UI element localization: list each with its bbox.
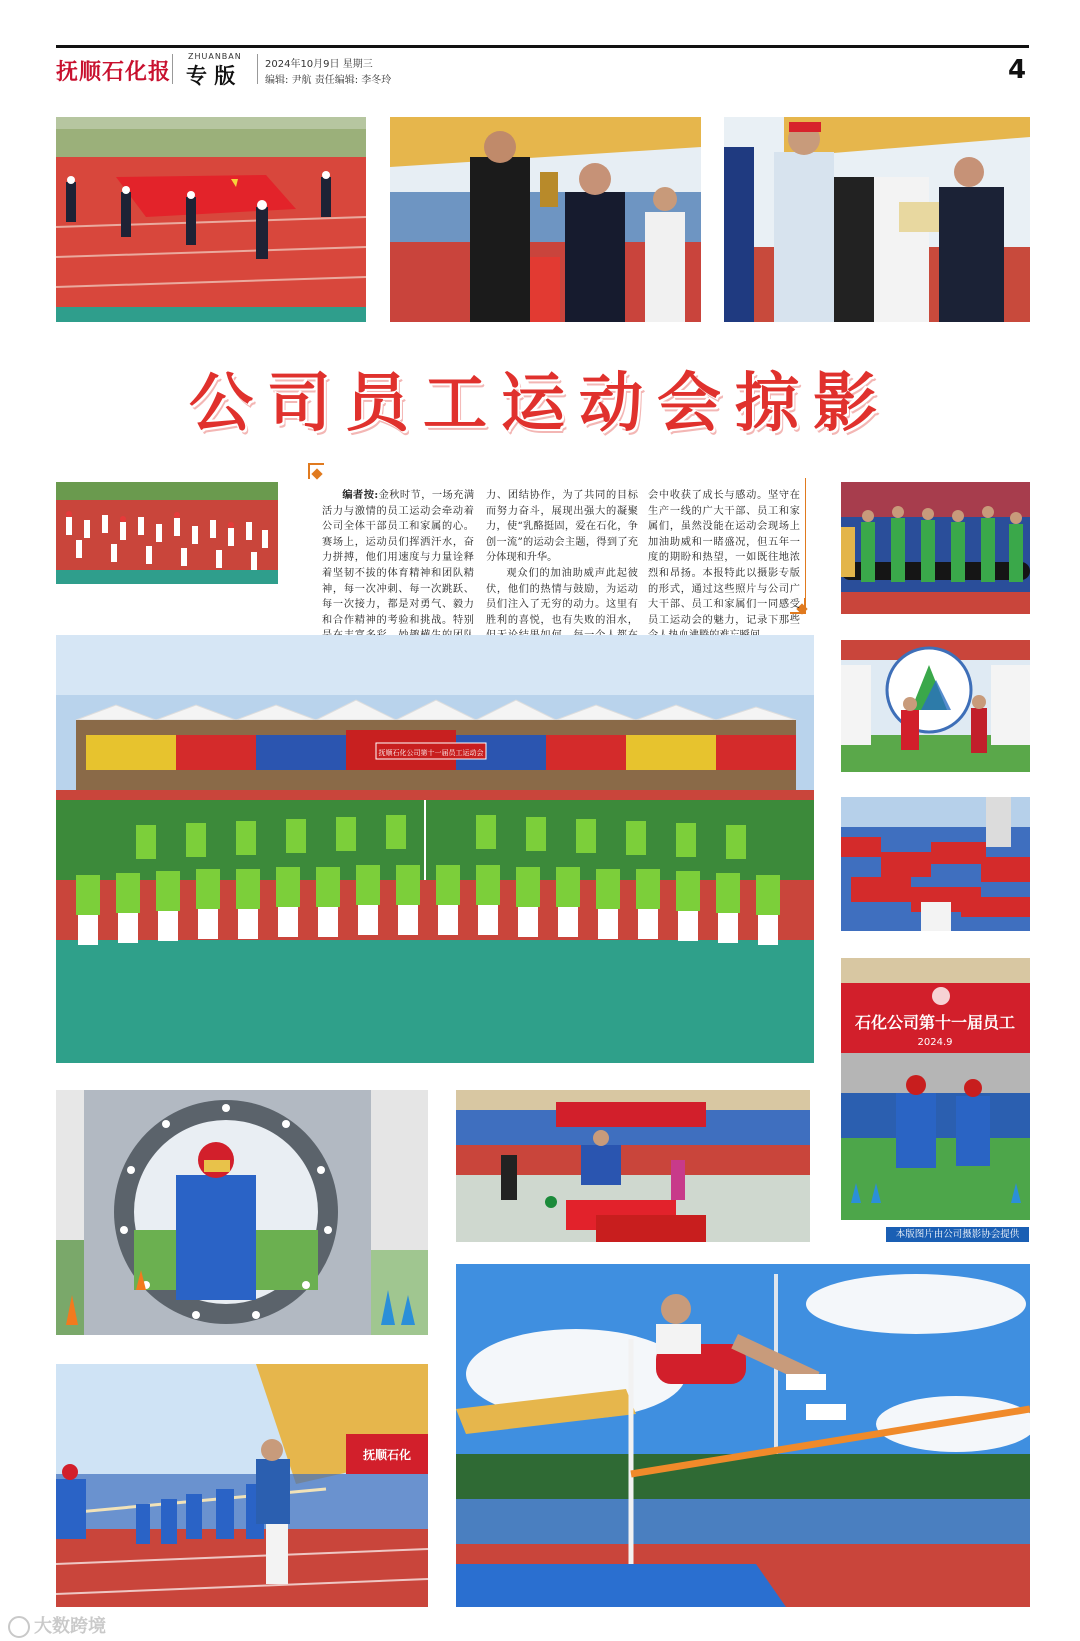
photo-high-jump <box>456 1264 1030 1607</box>
photo-stands-flags <box>841 797 1030 931</box>
photo-tug-of-war <box>56 1364 428 1607</box>
article-column-1 <box>322 488 474 660</box>
watermark <box>8 1612 106 1638</box>
article-col3-text: 会中收获了成长与感动。坚守在生产一线的广大干部、员工和家属们，虽然没能在运动会现场上加油助威和一睹盛况，但五年一度的期盼和热望，一如既往地浓烈和昂扬。本报特此以摄影专版的形式，通过这些照片与公司广大干部、员工和家属们一同感受员工运动会的魅力，记录下那些 <box>648 490 800 626</box>
firefighter-banner-year: 2024.9 <box>917 1037 953 1048</box>
headline: 公司员工运动会掠影 <box>189 366 891 441</box>
photo-obstacle-hurdle <box>456 1090 810 1242</box>
section-pinyin: ZHUANBAN <box>188 52 242 61</box>
photo-credit: 本版图片由公司摄影协会提供 <box>886 1227 1029 1242</box>
stadium-banner-text: 抚顺石化公司第十一届员工运动会 <box>378 749 484 757</box>
paper-name: 抚顺石化报 <box>56 59 172 85</box>
editor-line: 编辑: 尹航 责任编辑: 李冬玲 <box>265 75 392 86</box>
top-rule <box>56 45 1029 48</box>
article-col2-text: 力、团结协作，为了共同的目标而努力奋斗，展现出强大的凝聚力，使“乳酪挺固，爱在石化，争创一流”的运动会主题，得到了充分体现和升华。 <box>486 490 638 564</box>
watermark-text: 大数跨境 <box>34 1616 106 1637</box>
masthead-separator <box>172 54 173 84</box>
article-lead: 编者按: <box>342 489 379 501</box>
masthead-separator-2 <box>257 54 258 84</box>
photo-cheerleading <box>56 482 278 584</box>
section-label: 专 版 <box>186 64 236 88</box>
photo-trophy <box>390 117 701 322</box>
photo-stadium-formation <box>56 635 814 1063</box>
photo-opening-kids <box>841 640 1030 772</box>
photo-team-relay <box>841 482 1030 614</box>
photo-award <box>724 117 1030 322</box>
article-col1-text: 金秋时节，一场充满活力与激情的员工运动会牵动着公司全体干部员工和家属的心。赛场上，运动员们挥洒汗水，奋力拼搏，他们用速度与力量诠释着坚韧不拔的体育精神和团队精神，每一次冲刺、每一次跳跃、每一次接力，都是对勇气、毅力和合作精神的考验和挑战。特别 <box>322 490 475 626</box>
date-line: 2024年10月9日 星期三 <box>265 59 373 70</box>
photo-flag-guards <box>56 117 366 322</box>
page-number: 4 <box>1008 55 1027 85</box>
tug-banner-text: 抚顺石化 <box>362 1448 412 1462</box>
article-frame-line <box>805 478 806 598</box>
photo-firefighter-banner <box>841 958 1030 1220</box>
firefighter-banner-text: 石化公司第十一届员工 <box>854 1013 1016 1032</box>
photo-firefighter-porthole <box>56 1090 428 1335</box>
watermark-icon <box>8 1616 30 1638</box>
article-col2-text-b: 观众们的加油助威声此起彼伏，他们的热情与鼓励，为运动员们注入了无穷的动力。这里有胜利的喜悦，也有失败的泪水， <box>486 567 638 626</box>
article-column-2 <box>486 488 638 660</box>
article-column-3 <box>648 488 800 644</box>
